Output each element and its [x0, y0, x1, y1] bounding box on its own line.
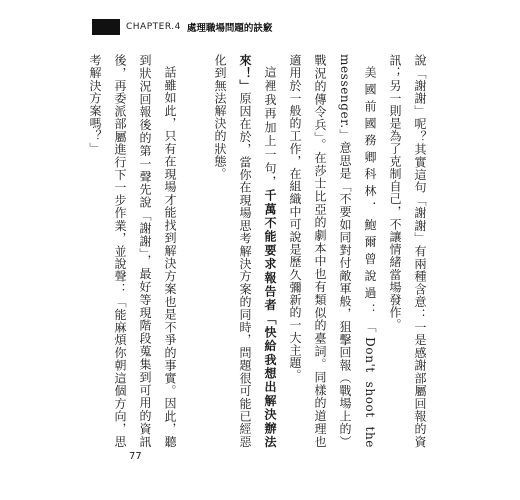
paragraph-2-text: 美國前國務卿科林．鮑爾曾說過：「Don't shoot the messenger.」意思是「不要如同對付敵軍般，狙擊回報（戰場上的）戰況的傳令兵」。在莎士比亞的劇本中也有類似的臺詞。同樣的道理也適用於一般的工作，在組織中可說是歷久彌新的一大主題。 — [288, 54, 377, 448]
paragraph-4 — [82, 54, 182, 448]
paragraph-3 — [207, 54, 282, 448]
paragraph-3-rest: 原因在於，當你在現場思考解決方案的同時，問題很可能已經惡化到無法解決的狀態。 — [213, 54, 252, 448]
paragraph-2 — [282, 54, 382, 448]
chapter-marker-bar — [92, 19, 120, 35]
paragraph-3-emphasis: 千萬不能要求報告者「快給我想出解決辦法來！」 — [238, 54, 277, 448]
paragraph-4-text: 話雖如此，只有在現場才能找到解決方案也是不爭的事實。因此，聽到狀況回報後的第一聲先說「謝謝」，最好等現階段蒐集到可用的資訊後，再委派部屬進行下一步作業，並說聲：「能麻煩你朝這個方向，思考解決方案嗎？」 — [88, 54, 177, 448]
chapter-title: 處理職場問題的訣竅 — [186, 23, 273, 34]
page-number: 77 — [129, 451, 142, 462]
paragraph-1-text: 說「謝謝」呢？其實這句「謝謝」有兩種含意：一是感謝部屬回報的資訊；另一則是為了克制自己，不讓情緒當場發作。 — [388, 54, 427, 448]
paragraph-3-lead: 這裡我再加上一句， — [263, 66, 277, 190]
running-header — [92, 19, 272, 35]
paragraph-continued — [382, 54, 432, 448]
vertical-body-text — [82, 54, 432, 448]
chapter-label: CHAPTER.4 — [126, 22, 181, 32]
